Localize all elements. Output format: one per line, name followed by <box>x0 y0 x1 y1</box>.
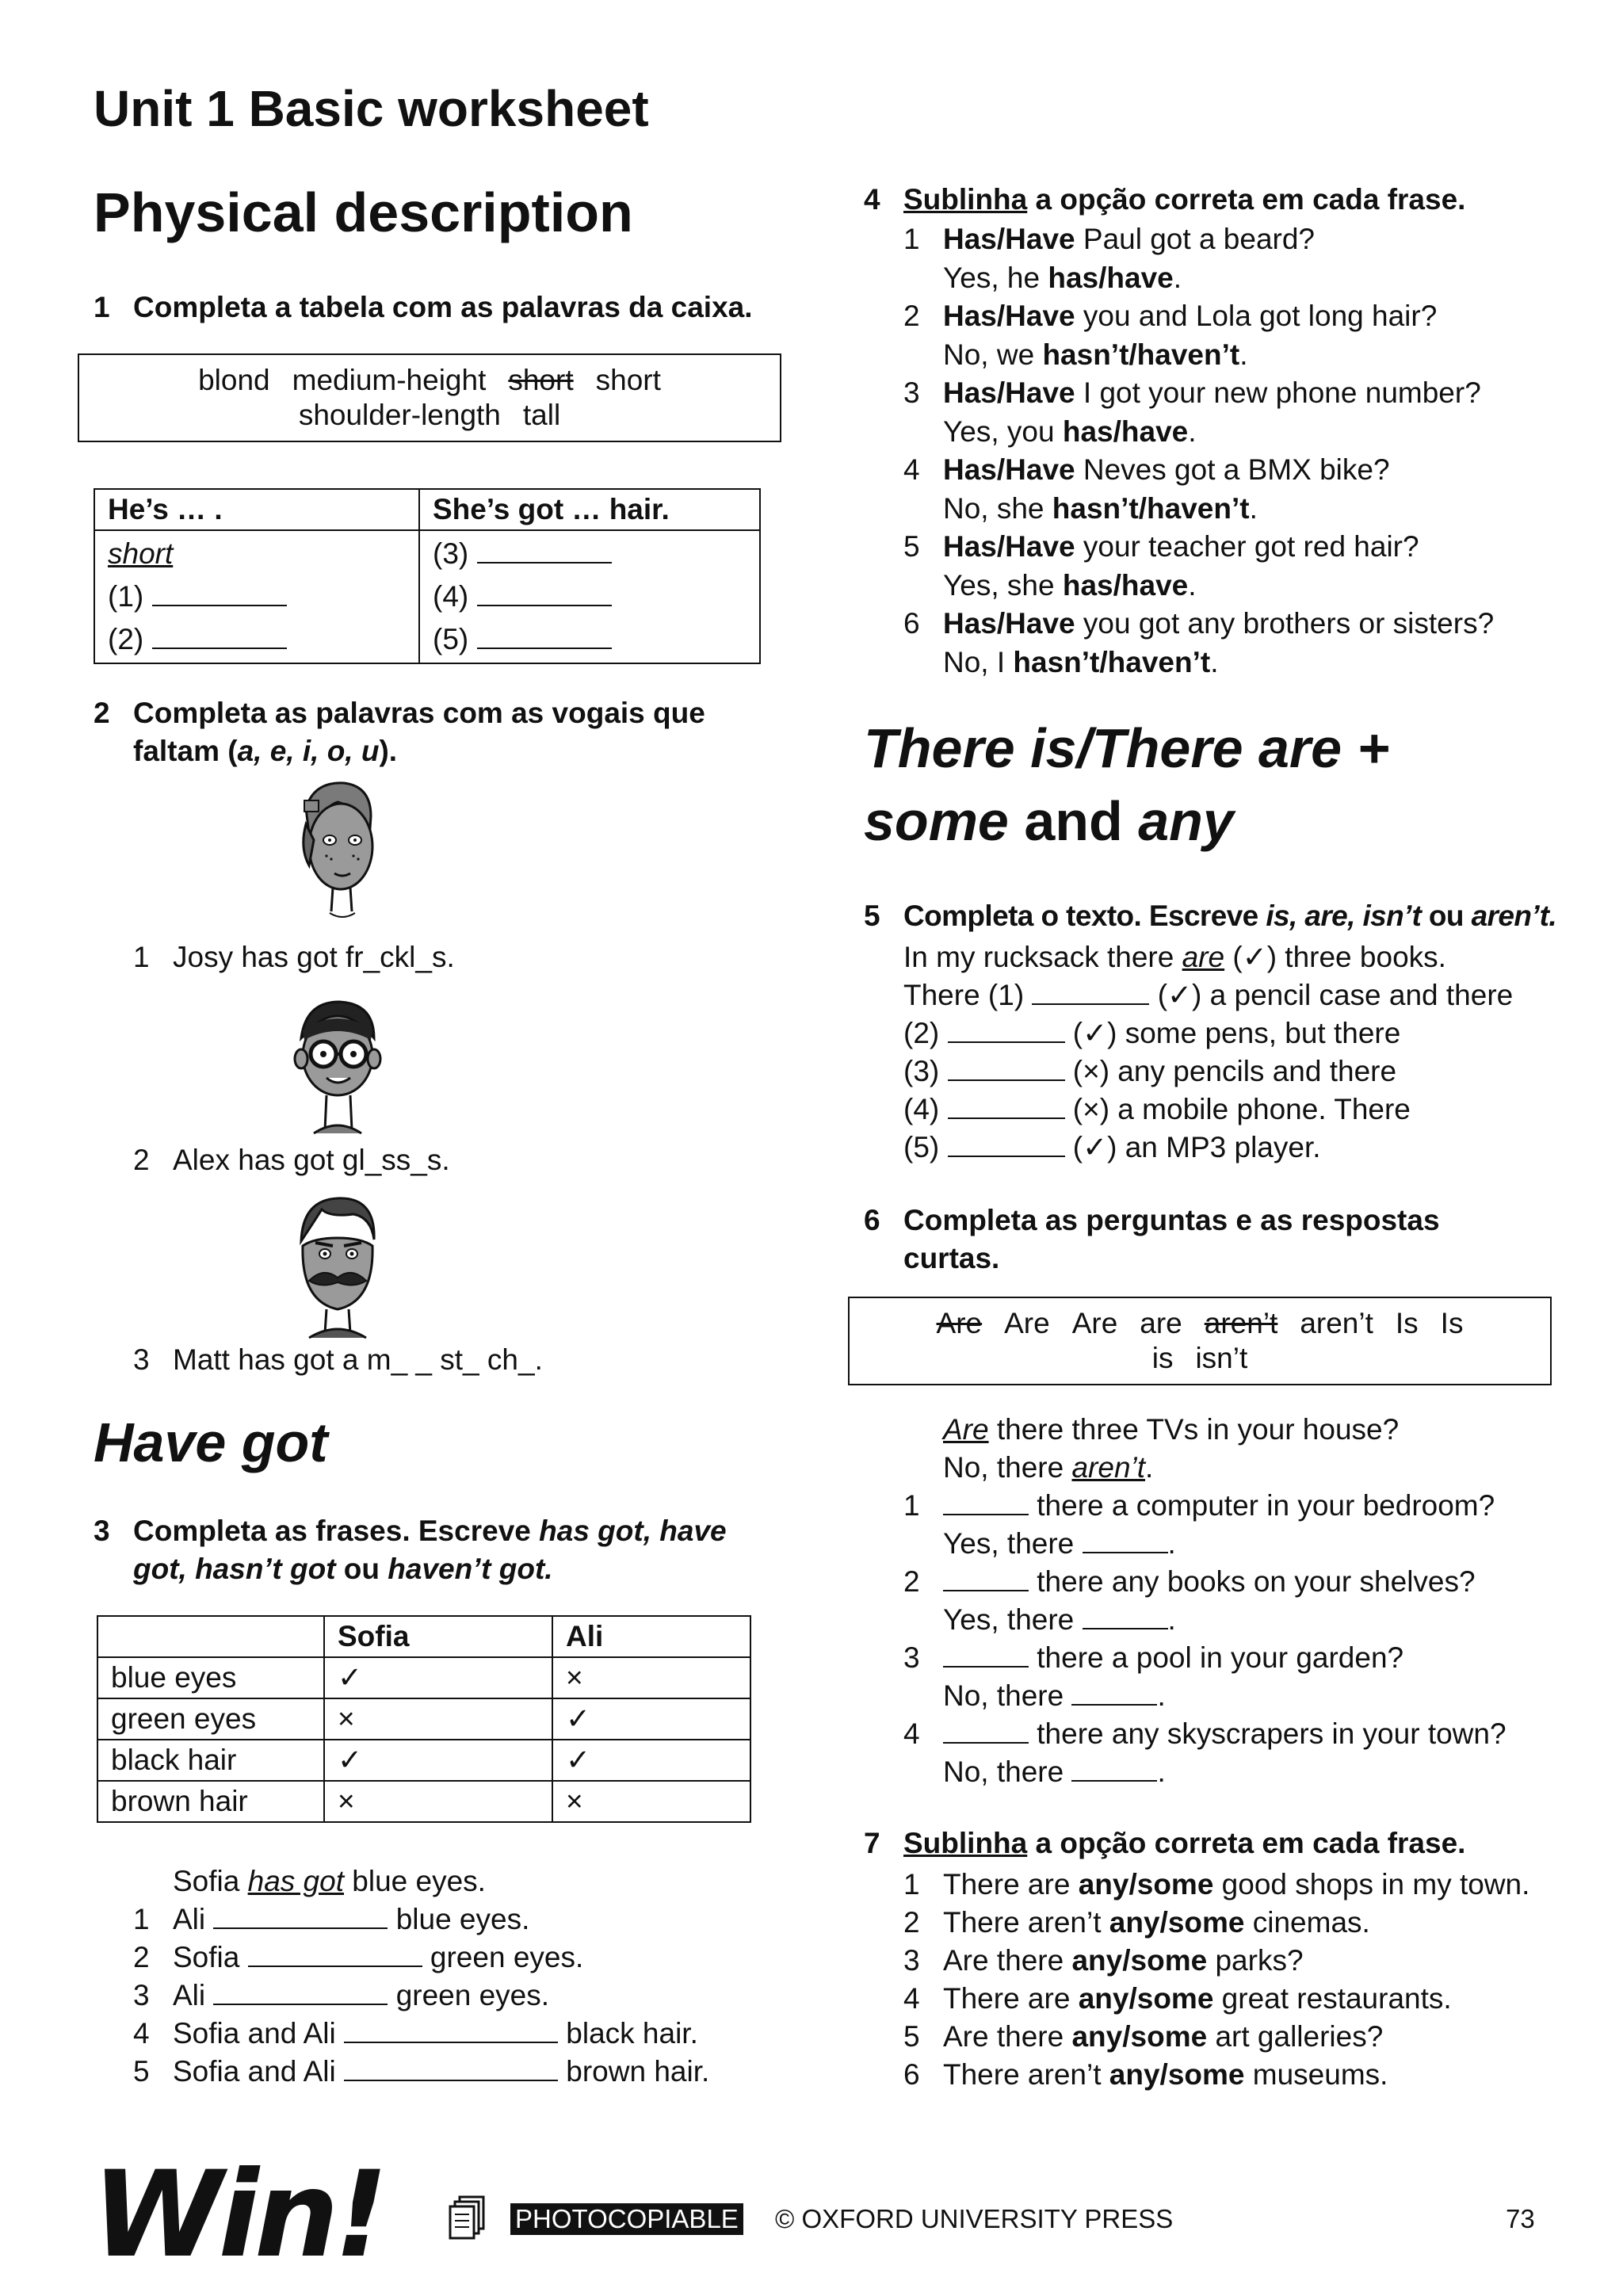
answer-blank[interactable] <box>344 2015 558 2043</box>
answer-blank[interactable] <box>152 621 287 649</box>
ex5: 5 Completa o texto. Escreve is, are, isn’t ou aren’t. In my rucksack there are (✓) three books. There (1) (✓) a pencil case and there (2) (✓) some pens, but there (3) (×) any pencils and there (4) (×) a mobile phone. There (5) (✓) an MP3 player. <box>864 900 1557 1163</box>
answer-blank[interactable] <box>948 1091 1065 1119</box>
photocopiable-badge: PHOTOCOPIABLE <box>510 2203 743 2235</box>
josy-illustration-icon <box>282 777 393 927</box>
answer-blank[interactable] <box>213 1977 388 2005</box>
answer-blank[interactable] <box>943 1639 1029 1668</box>
answer-blank[interactable] <box>943 1487 1029 1515</box>
answer-blank[interactable] <box>1083 1525 1168 1553</box>
answer-blank[interactable] <box>213 1901 388 1929</box>
ex3-sentences: Sofia has got blue eyes. 1 Ali blue eyes. 2 Sofia green eyes. 3 Ali green eyes. 4 Sofia and Ali black hair. 5 Sofia and Ali brown hair. <box>133 1865 710 2088</box>
answer-blank[interactable] <box>1083 1601 1168 1629</box>
ex6-instruction: 6 Completa as perguntas e as respostas curtas. <box>864 1204 1440 1274</box>
ex2-instruction: 2 Completa as palavras com as vogais que faltam (a, e, i, o, u). <box>94 697 705 767</box>
answer-blank[interactable] <box>1071 1753 1157 1782</box>
photocopy-icon <box>449 2195 487 2241</box>
ex1-word-box: blond medium-height short short shoulder-length tall <box>78 353 781 442</box>
table-row: black hair ✓ ✓ <box>97 1740 750 1781</box>
ex2-item-3: 3 Matt has got a m_ _ st_ ch_. <box>133 1343 543 1376</box>
answer-blank[interactable] <box>344 2053 558 2081</box>
ex2-item-1: 1 Josy has got fr_ckl_s. <box>133 941 455 973</box>
ex1-table: He’s … . She’s got … hair. short (1) (2) (3) (4) (5) <box>94 488 761 664</box>
answer-blank[interactable] <box>248 1939 422 1967</box>
table-row: blue eyes ✓ × <box>97 1657 750 1698</box>
answer-blank[interactable] <box>1032 976 1149 1005</box>
ex1-instruction: 1 Completa a tabela com as palavras da caixa. <box>94 291 753 323</box>
answer-blank[interactable] <box>152 578 287 606</box>
ex7: 7 Sublinha a opção correta em cada frase. 1 There are any/some good shops in my town. 2 There aren’t any/some cinemas. 3 Are there any/some parks? 4 There are any/some great restaurants. 5 Are there any/some art galleries? 6 There aren’t any/some museums. <box>864 1827 1530 2091</box>
ex3-instruction: 3 Completa as frases. Escreve has got, have got, hasn’t got ou haven’t got. <box>94 1515 727 1585</box>
ex6-items: Are there three TVs in your house? No, there aren’t. 1 there a computer in your bedroom? Yes, there . 2 there any books on your shelves? Yes, there . 3 there a pool in your garden? No, there . 4 there any skyscrapers in your town? No, there . <box>903 1413 1507 1788</box>
answer-blank[interactable] <box>943 1715 1029 1744</box>
copyright: © OXFORD UNIVERSITY PRESS <box>775 2204 1174 2233</box>
answer-blank[interactable] <box>943 1563 1029 1591</box>
ex2-item-2: 2 Alex has got gl_ss_s. <box>133 1144 450 1176</box>
section-title-have-got: Have got <box>94 1412 328 1473</box>
win-logo: Win! <box>92 2146 384 2284</box>
ex6-word-box: Are Are Are are aren’t aren’t Is Is is isn’t <box>848 1297 1552 1385</box>
section-title-some-any: some and any <box>864 790 1234 852</box>
section-title-physical: Physical description <box>94 181 633 243</box>
answer-blank[interactable] <box>948 1129 1065 1157</box>
answer-blank[interactable] <box>477 578 612 606</box>
answer-blank[interactable] <box>477 621 612 649</box>
worksheet-title: Unit 1 Basic worksheet <box>94 80 649 137</box>
table-row: brown hair × × <box>97 1781 750 1822</box>
matt-illustration-icon <box>282 1190 393 1341</box>
ex3-table: Sofia Ali blue eyes ✓ × green eyes × ✓ black hair ✓ ✓ brown hair × × <box>97 1615 751 1823</box>
ex4: 4 Sublinha a opção correta em cada frase. 1 Has/Have Paul got a beard? Yes, he has/have. 2 Has/Have you and Lola got long hair? No, we hasn’t/haven’t. 3 Has/Have I got your new phone number? Yes, you has/have. 4 Has/Have Neves got a BMX bike? No, she hasn’t/haven’t. 5 Has/Have your teacher got red hair? Yes, she has/have. 6 Has/Have you got any brothers or sisters? No, I hasn’t/haven’t. <box>864 183 1495 678</box>
table-row: green eyes × ✓ <box>97 1698 750 1740</box>
section-title-there-is: There is/There are + <box>864 717 1390 779</box>
answer-blank[interactable] <box>948 1052 1065 1081</box>
page-number: 73 <box>1506 2204 1535 2233</box>
alex-illustration-icon <box>282 991 393 1141</box>
answer-blank[interactable] <box>948 1014 1065 1043</box>
answer-blank[interactable] <box>477 535 612 563</box>
answer-blank[interactable] <box>1071 1677 1157 1706</box>
